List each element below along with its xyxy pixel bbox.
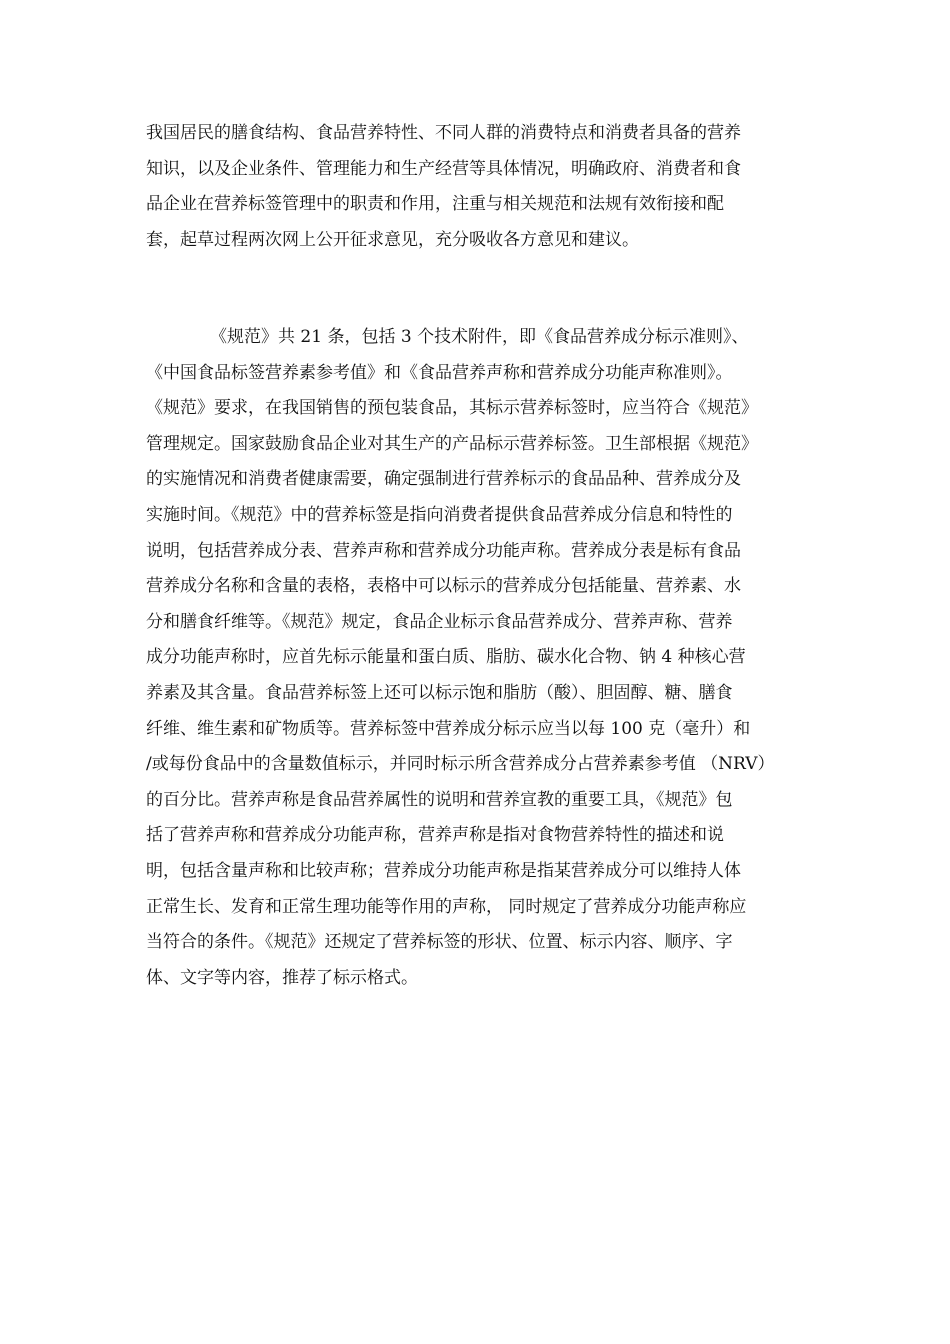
paragraph-line: 实施时间。《规范》中的营养标签是指向消费者提供食品营养成分信息和特性的 [146,504,733,525]
paragraph-line: 括了营养声称和营养成分功能声称，营养声称是指对食物营养特性的描述和说 [146,825,724,846]
paragraph-line: 品企业在营养标签管理中的职责和作用，注重与相关规范和法规有效衔接和配 [146,194,724,215]
paragraph-line: 《中国食品标签营养素参考值》和《食品营养声称和营养成分功能声称准则》。 [146,362,733,383]
paragraph-line: 明，包括含量声称和比较声称；营养成分功能声称是指某营养成分可以维持人体 [146,860,741,881]
paragraph-line: 管理规定。国家鼓励食品企业对其生产的产品标示营养标签。卫生部根据《规范》 [146,433,758,454]
paragraph-line: 纤维、维生素和矿物质等。营养标签中营养成分标示应当以每 100 克（毫升）和 [146,718,751,739]
paragraph-line: 的百分比。营养声称是食品营养属性的说明和营养宣教的重要工具，《规范》包 [146,789,733,810]
paragraph-line: /或每份食品中的含量数值标示，并同时标示所含营养成分占营养素参考值 （NRV） [146,754,775,775]
paragraph-line: 分和膳食纤维等。《规范》规定，食品企业标示食品营养成分、营养声称、营养 [146,611,733,632]
paragraph-line: 套，起草过程两次网上公开征求意见，充分吸收各方意见和建议。 [146,229,639,250]
paragraph-line: 当符合的条件。《规范》还规定了营养标签的形状、位置、标示内容、顺序、字 [146,932,733,953]
paragraph-line: 说明，包括营养成分表、营养声称和营养成分功能声称。营养成分表是标有食品 [146,540,741,561]
paragraph-line: 《规范》要求，在我国销售的预包装食品，其标示营养标签时，应当符合《规范》 [146,398,758,419]
paragraph-line: 的实施情况和消费者健康需要，确定强制进行营养标示的食品品种、营养成分及 [146,469,741,490]
paragraph-line: 《规范》共 21 条，包括 3 个技术附件，即《食品营养成分标示准则》、 [210,327,749,347]
paragraph-line: 体、文字等内容，推荐了标示格式。 [146,967,418,988]
paragraph-line: 正常生长、发育和正常生理功能等作用的声称， 同时规定了营养成分功能声称应 [146,896,747,917]
paragraph-line: 营养成分名称和含量的表格，表格中可以标示的营养成分包括能量、营养素、水 [146,576,741,597]
paragraph-line: 知识，以及企业条件、管理能力和生产经营等具体情况，明确政府、消费者和食 [146,158,741,179]
paragraph-line: 成分功能声称时，应首先标示能量和蛋白质、脂肪、碳水化合物、钠 4 种核心营 [146,647,746,668]
paragraph-1 [146,116,806,258]
paragraph-2 [146,320,806,996]
paragraph-line: 养素及其含量。食品营养标签上还可以标示饱和脂肪（酸）、胆固醇、糖、膳食 [146,682,733,703]
paragraph-line: 我国居民的膳食结构、食品营养特性、不同人群的消费特点和消费者具备的营养 [146,123,741,143]
